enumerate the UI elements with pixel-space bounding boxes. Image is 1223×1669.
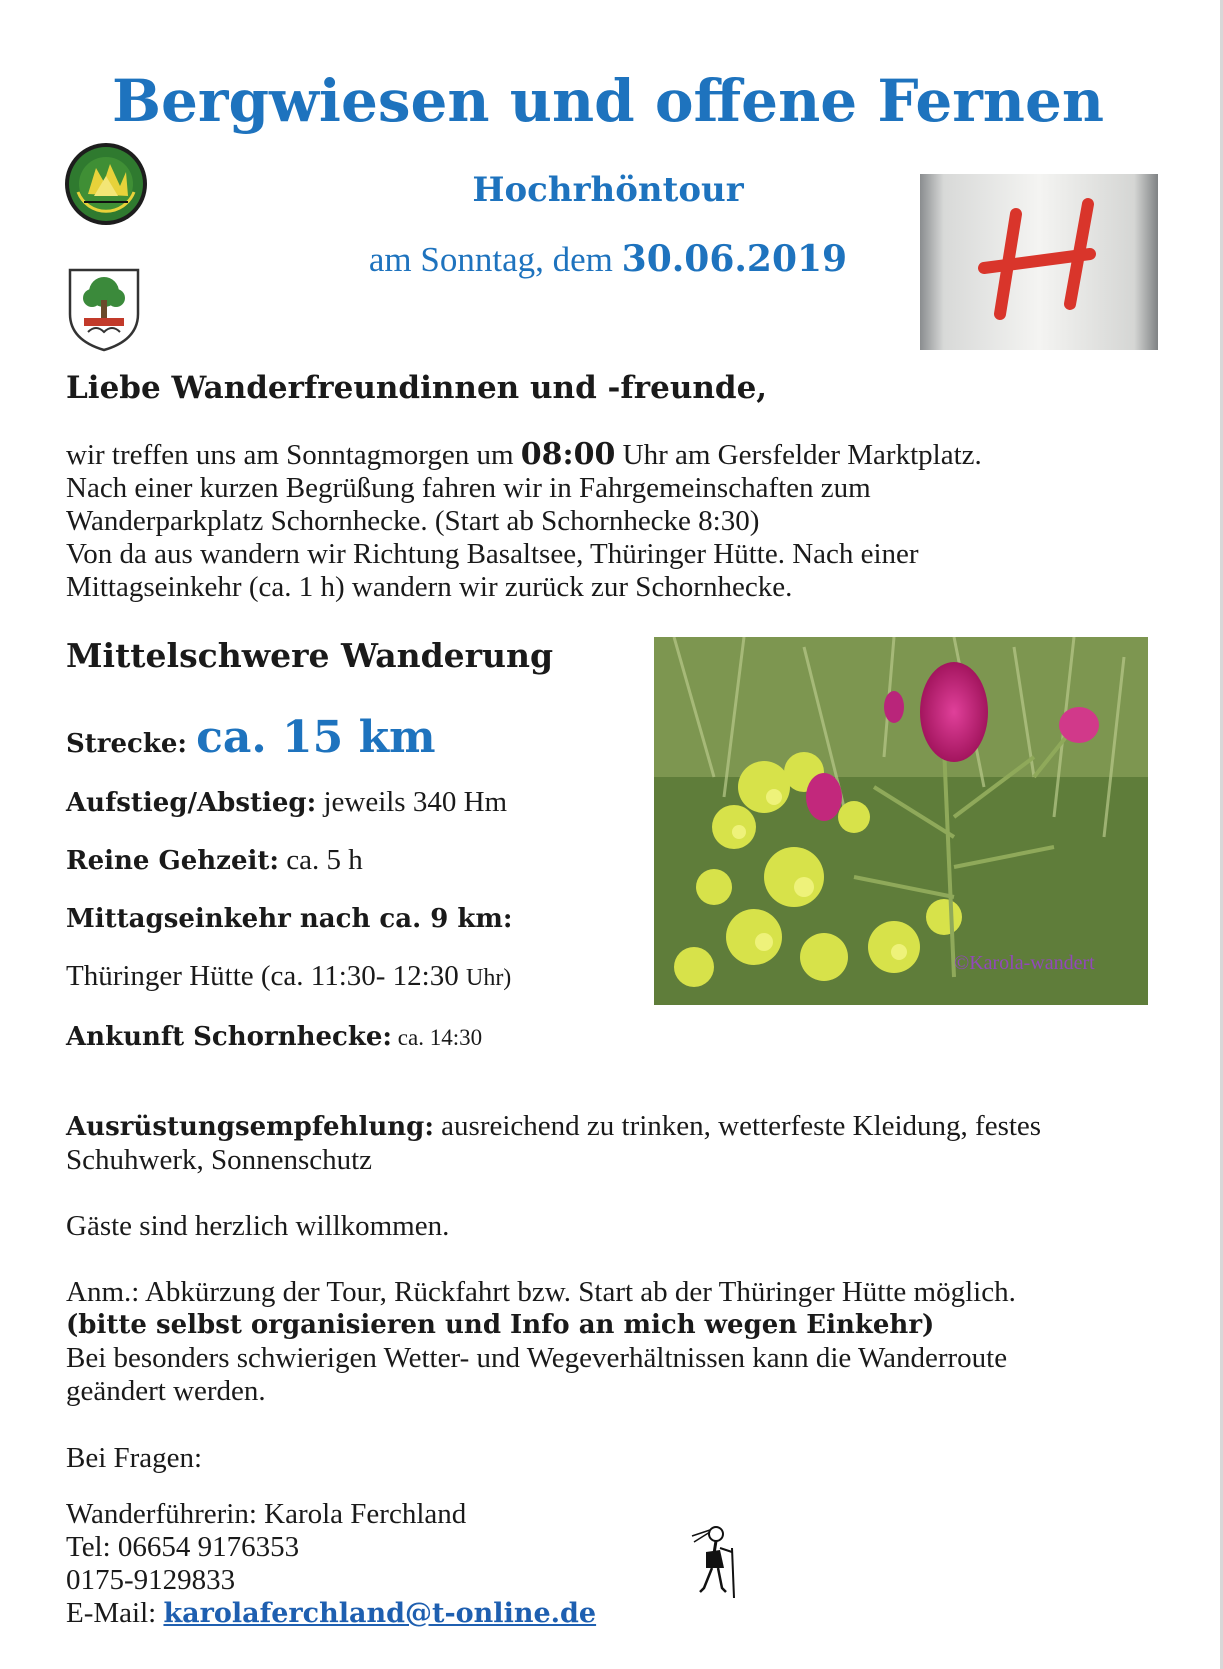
lunch-row xyxy=(66,902,512,935)
date-prefix: am Sonntag, dem xyxy=(368,240,622,279)
email-label: E-Mail: xyxy=(66,1597,164,1629)
hut-unit: Uhr) xyxy=(465,965,512,991)
intro-paragraph xyxy=(66,438,1166,604)
tree-crest-icon xyxy=(66,266,142,352)
intro-line-3: Wanderparkplatz Schornhecke. (Start ab Schornhecke 8:30) xyxy=(66,505,760,537)
intro-line-5: Mittagseinkehr (ca. 1 h) wandern wir zurück zur Schornhecke. xyxy=(66,571,793,603)
email-line xyxy=(66,1597,1166,1630)
equipment-label: Ausrüstungsempfehlung: xyxy=(66,1112,434,1142)
lunch-label: Mittagseinkehr nach ca. 9 km: xyxy=(66,904,513,934)
difficulty-heading: Mittelschwere Wanderung xyxy=(66,636,554,675)
arrival-row xyxy=(66,1020,482,1053)
h-waymark-photo xyxy=(920,174,1158,350)
hut-row xyxy=(66,960,511,993)
greeting: Liebe Wanderfreundinnen und -freunde, xyxy=(66,370,768,406)
walking-time-label: Reine Gehzeit: xyxy=(66,846,279,876)
guide-name: Wanderführerin: Karola Ferchland xyxy=(66,1498,467,1530)
intro-text: wir treffen uns am Sonntagmorgen um xyxy=(66,439,521,471)
elevation-row xyxy=(66,786,507,819)
remark-line-1: Anm.: Abkürzung der Tour, Rückfahrt bzw. Start ab der Thüringer Hütte möglich. xyxy=(66,1276,1016,1308)
flower-meadow-photo xyxy=(654,637,1148,1005)
h-letter: H xyxy=(1038,282,1039,283)
intro-text: Uhr am Gersfelder Marktplatz. xyxy=(615,439,982,471)
hut-text: Thüringer Hütte (ca. 11:30- 12:30 xyxy=(66,960,466,992)
guests-note: Gäste sind herzlich willkommen. xyxy=(66,1210,450,1242)
remark-line-3: Bei besonders schwierigen Wetter- und Wegeverhältnissen kann die Wanderroute xyxy=(66,1342,1008,1374)
distance-value: ca. 15 km xyxy=(196,712,436,763)
remark-line-bold: (bitte selbst organisieren und Info an mich wegen Einkehr) xyxy=(66,1310,935,1340)
elevation-value: jeweils 340 Hm xyxy=(316,786,508,818)
photo-watermark: ©Karola-wandert xyxy=(954,952,1095,974)
meeting-time: 08:00 xyxy=(520,437,616,472)
distance-label: Strecke: xyxy=(66,729,197,759)
questions-label: Bei Fragen: xyxy=(66,1442,203,1474)
rhoen-klub-logo-icon xyxy=(64,142,148,226)
intro-line-1 xyxy=(66,438,1166,472)
intro-line-2: Nach einer kurzen Begrüßung fahren wir in Fahrgemeinschaften zum xyxy=(66,472,871,504)
mobile-number: 0175-9129833 xyxy=(66,1564,236,1596)
equipment-text-2: Schuhwerk, Sonnenschutz xyxy=(66,1144,373,1176)
equipment-recommendation xyxy=(66,1110,1166,1177)
walking-time-row xyxy=(66,844,363,877)
equipment-text-1: ausreichend zu trinken, wetterfeste Kleidung, festes xyxy=(433,1110,1042,1142)
hiker-icon xyxy=(682,1522,752,1602)
elevation-label: Aufstieg/Abstieg: xyxy=(66,788,317,818)
distance-row xyxy=(66,712,436,763)
remark-line-4: geändert werden. xyxy=(66,1375,266,1407)
arrival-value: ca. 14:30 xyxy=(392,1025,483,1050)
event-date: 30.06.2019 xyxy=(621,238,848,280)
email-link[interactable]: karolaferchland@t-online.de xyxy=(163,1598,597,1629)
page-title: Bergwiesen und offene Fernen xyxy=(111,67,1105,135)
walking-time-value: ca. 5 h xyxy=(278,844,363,876)
phone-number: Tel: 06654 9176353 xyxy=(66,1531,300,1563)
arrival-label: Ankunft Schornhecke: xyxy=(66,1022,393,1052)
intro-line-4: Von da aus wandern wir Richtung Basaltsee, Thüringer Hütte. Nach einer xyxy=(66,538,919,570)
page-subtitle: Hochrhöntour xyxy=(472,170,744,210)
remark-block xyxy=(66,1276,1166,1408)
contact-block xyxy=(66,1498,1166,1630)
